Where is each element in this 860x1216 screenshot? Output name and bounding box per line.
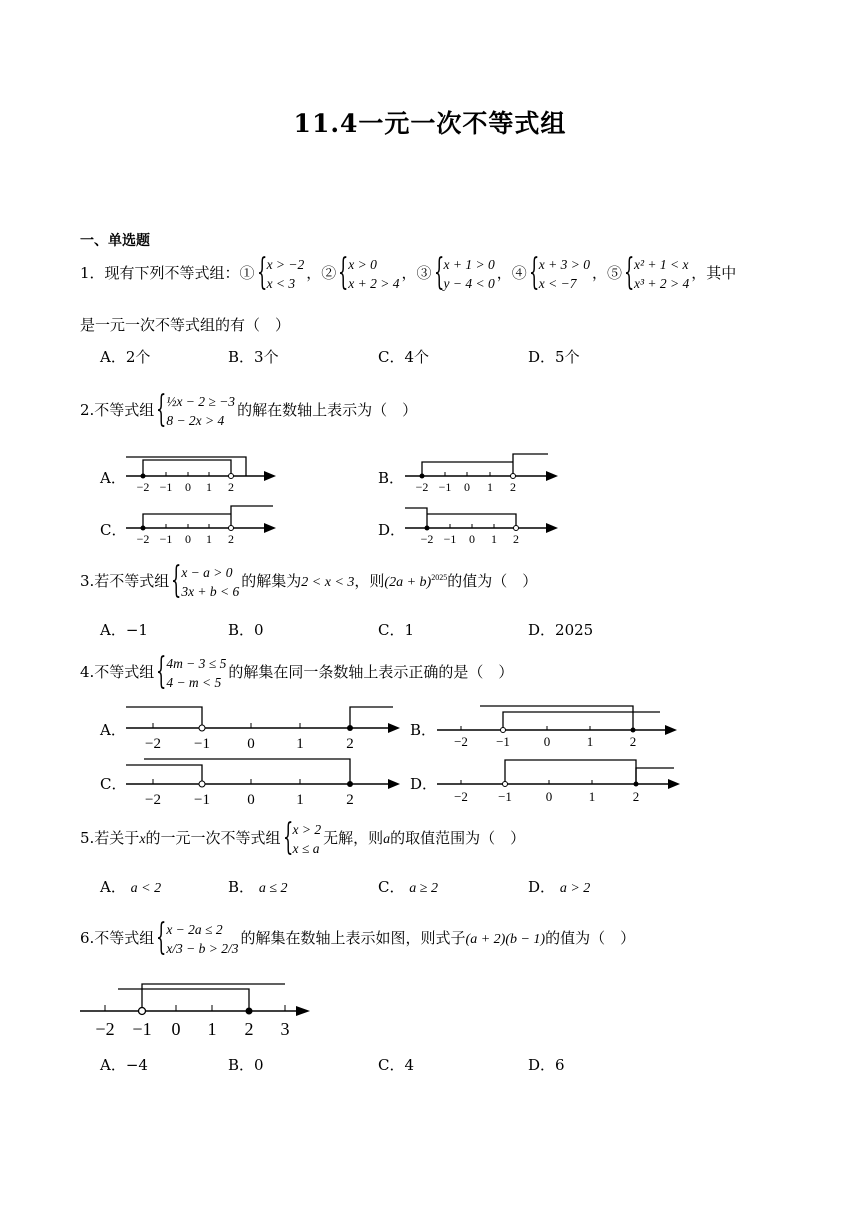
tick-label: −2 (145, 736, 161, 752)
tick-label: −2 (454, 789, 468, 804)
tick-label: −2 (420, 532, 434, 546)
tick-label: −1 (438, 480, 452, 494)
option-math: a < 2 (130, 881, 162, 896)
q1-s4-line2: x < −7 (538, 276, 577, 291)
tick-label: 2 (513, 532, 519, 546)
q1-s4-line1: x + 3 > 0 (538, 257, 590, 272)
q3-condition: 2 < x < 3 (301, 575, 355, 590)
q4-label-b[interactable]: B． (410, 721, 437, 739)
q5-suffix: 的取值范围为（ ） (390, 829, 526, 847)
q5-variable-a: a (383, 832, 391, 847)
tick-label: 3 (280, 1019, 290, 1039)
option-letter: A． (100, 878, 126, 896)
q5-option-a[interactable] (100, 876, 161, 897)
tick-label: −2 (95, 1019, 115, 1039)
q1-system-1: { x > −2 x < 3 (256, 252, 305, 293)
tick-label: −2 (415, 480, 429, 494)
q4-numberline-d (432, 755, 682, 810)
tick-label: 0 (247, 792, 255, 808)
q1-marker-1: ① (239, 264, 255, 282)
tick-label: 0 (464, 480, 470, 494)
tick-label: 1 (588, 789, 596, 804)
tick-label: 0 (545, 789, 553, 804)
q2-s-line1: ½x − 2 ≥ −3 (166, 394, 236, 409)
q1-system-2: { x > 0 x + 2 > 4 (338, 252, 400, 293)
tick-label: −1 (498, 789, 512, 804)
q1-s3-line1: x + 1 > 0 (443, 257, 495, 272)
q6-system: { x − 2a ≤ 2 x/3 − b > 2/3 (156, 917, 239, 958)
q1-marker-3: ，③ (401, 264, 432, 282)
q5-option-b[interactable] (228, 876, 288, 897)
tick-label: 0 (543, 734, 551, 749)
q1-option-b[interactable]: B．3个 (228, 348, 279, 366)
q3-option-c[interactable]: C．1 (378, 621, 415, 639)
q4-label-d[interactable]: D． (410, 775, 438, 793)
q4-label-a[interactable]: A． (100, 721, 126, 739)
question-5 (80, 817, 526, 858)
question-2 (80, 389, 418, 430)
question-3 (80, 560, 538, 601)
q4-numberline-b (432, 700, 682, 755)
q2-label-c[interactable]: C． (100, 521, 127, 539)
q6-suffix2: 的值为（ ） (545, 929, 636, 947)
tick-label: 1 (206, 480, 212, 494)
q3-option-b[interactable]: B．0 (228, 621, 264, 639)
q2-prefix: 2.不等式组 (80, 401, 155, 419)
q4-system: { 4m − 3 ≤ 5 4 − m < 5 (156, 651, 227, 692)
q1-s5-line2: x³ + 2 > 4 (634, 276, 690, 291)
q2-numberline-d (400, 502, 565, 547)
q4-prefix: 4.不等式组 (80, 663, 155, 681)
q3-expression: (2a + b) (384, 575, 432, 590)
q3-mid: 的解集为 (241, 572, 302, 590)
q3-system: { x − a > 0 3x + b < 6 (171, 560, 240, 601)
q1-option-d[interactable]: D．5个 (528, 348, 580, 366)
tick-label: −2 (454, 734, 468, 749)
q1-marker-5: ，⑤ (591, 264, 622, 282)
section-heading: 一、单选题 (80, 233, 150, 249)
tick-label: −1 (132, 1019, 152, 1039)
tick-label: 0 (171, 1019, 181, 1039)
q1-s2-line1: x > 0 (348, 257, 377, 272)
q1-s5-line1: x² + 1 < x (634, 257, 689, 272)
q6-prefix: 6.不等式组 (80, 929, 155, 947)
q1-option-c[interactable]: C．4个 (378, 348, 430, 366)
question-4 (80, 651, 514, 692)
option-math: a ≤ 2 (258, 881, 288, 896)
q2-numberline-a (118, 450, 283, 495)
tick-label: −1 (159, 532, 173, 546)
tick-label: 2 (244, 1019, 254, 1039)
q3-option-d[interactable]: D．2025 (528, 621, 594, 639)
tick-label: 1 (586, 734, 594, 749)
q5-mid2: 无解，则 (323, 829, 384, 847)
q1-line2: 是一元一次不等式组的有（ ） (80, 316, 291, 334)
q1-s2-line2: x + 2 > 4 (348, 276, 400, 291)
q6-option-c[interactable]: C．4 (378, 1056, 415, 1074)
q5-mid: 的一元一次不等式组 (145, 829, 281, 847)
q1-s3-line2: y − 4 < 0 (443, 276, 495, 291)
q3-s-line2: 3x + b < 6 (181, 584, 240, 599)
q1-marker-4: ，④ (496, 264, 527, 282)
q5-s-line2: x ≤ a (292, 841, 320, 856)
option-letter: C． (378, 878, 405, 896)
q4-s-line1: 4m − 3 ≤ 5 (166, 656, 227, 671)
q6-suffix1: 的解集在数轴上表示如图，则式子 (240, 929, 466, 947)
tick-label: 0 (185, 532, 191, 546)
q1-prefix: 1．现有下列不等式组： (80, 264, 240, 282)
q5-s-line1: x > 2 (292, 822, 322, 837)
q5-prefix: 5.若关于 (80, 829, 140, 847)
q1-system-5: { x² + 1 < x x³ + 2 > 4 (624, 252, 690, 293)
q2-numberline-c (118, 502, 283, 547)
q3-option-a[interactable]: A．−1 (100, 621, 148, 639)
tick-label: −2 (136, 532, 150, 546)
q2-numberline-b (400, 450, 565, 495)
tick-label: 1 (296, 792, 304, 808)
q6-numberline (76, 980, 316, 1040)
q6-option-d[interactable]: D．6 (528, 1056, 565, 1074)
tick-label: 2 (632, 789, 640, 804)
option-letter: D． (528, 878, 556, 896)
tick-label: 2 (228, 480, 234, 494)
tick-label: −1 (443, 532, 457, 546)
tick-label: 2 (346, 792, 354, 808)
q6-s-line1: x − 2a ≤ 2 (166, 922, 223, 937)
tick-label: 2 (510, 480, 516, 494)
q4-numberline-a (118, 700, 408, 755)
q2-s-line2: 8 − 2x > 4 (166, 413, 225, 428)
tick-label: 0 (247, 736, 255, 752)
tick-label: 2 (346, 736, 354, 752)
q4-s-line2: 4 − m < 5 (166, 675, 222, 690)
q1-marker-2: ，② (306, 264, 337, 282)
q6-option-a[interactable]: A．−4 (100, 1056, 148, 1074)
q2-suffix: 的解在数轴上表示为（ ） (237, 401, 418, 419)
tick-label: −2 (145, 792, 161, 808)
option-math: a ≥ 2 (409, 881, 438, 896)
tick-label: 2 (629, 734, 637, 749)
tick-label: 1 (491, 532, 497, 546)
q5-option-d[interactable] (528, 876, 590, 897)
q3-mid2: ，则 (354, 572, 385, 590)
tick-label: −2 (136, 480, 150, 494)
q1-s1-line2: x < 3 (266, 276, 296, 291)
q1-s1-line1: x > −2 (266, 257, 305, 272)
q4-label-c[interactable]: C． (100, 775, 127, 793)
q1-system-3: { x + 1 > 0 y − 4 < 0 (433, 252, 495, 293)
q2-system: { ½x − 2 ≥ −3 8 − 2x > 4 (156, 389, 236, 430)
tick-label: 1 (487, 480, 493, 494)
q5-variable: x (139, 832, 146, 847)
tick-label: 1 (296, 736, 304, 752)
tick-label: −1 (496, 734, 510, 749)
q6-option-b[interactable]: B．0 (228, 1056, 264, 1074)
tick-label: 0 (469, 532, 475, 546)
tick-label: 1 (207, 1019, 217, 1039)
tick-label: 1 (206, 532, 212, 546)
q1-option-a[interactable]: A．2个 (100, 348, 151, 366)
q2-label-d[interactable]: D． (378, 521, 406, 539)
q6-s-line2: x/3 − b > 2/3 (166, 941, 239, 956)
q3-exponent: 2025 (431, 573, 448, 582)
q2-label-b[interactable]: B． (378, 469, 405, 487)
q5-option-c[interactable] (378, 876, 438, 897)
question-1 (80, 252, 737, 293)
q4-numberline-c (118, 755, 408, 810)
tick-label: −1 (159, 480, 173, 494)
tick-label: 2 (228, 532, 234, 546)
q1-suffix: ，其中 (691, 264, 737, 282)
option-letter: B． (228, 878, 255, 896)
question-6 (80, 917, 636, 958)
tick-label: 0 (185, 480, 191, 494)
q4-suffix: 的解集在同一条数轴上表示正确的是（ ） (228, 663, 514, 681)
q6-expression: (a + 2)(b − 1) (465, 932, 546, 947)
tick-label: −1 (194, 736, 210, 752)
q1-system-4: { x + 3 > 0 x < −7 (528, 252, 590, 293)
q2-label-a[interactable]: A． (100, 469, 126, 487)
q3-prefix: 3.若不等式组 (80, 572, 170, 590)
tick-label: −1 (194, 792, 210, 808)
page-title: 11.4一元一次不等式组 (293, 109, 567, 138)
q5-system: { x > 2 x ≤ a (282, 817, 322, 858)
option-math: a > 2 (559, 881, 591, 896)
q3-suffix: 的值为（ ） (447, 572, 538, 590)
q3-s-line1: x − a > 0 (181, 565, 233, 580)
